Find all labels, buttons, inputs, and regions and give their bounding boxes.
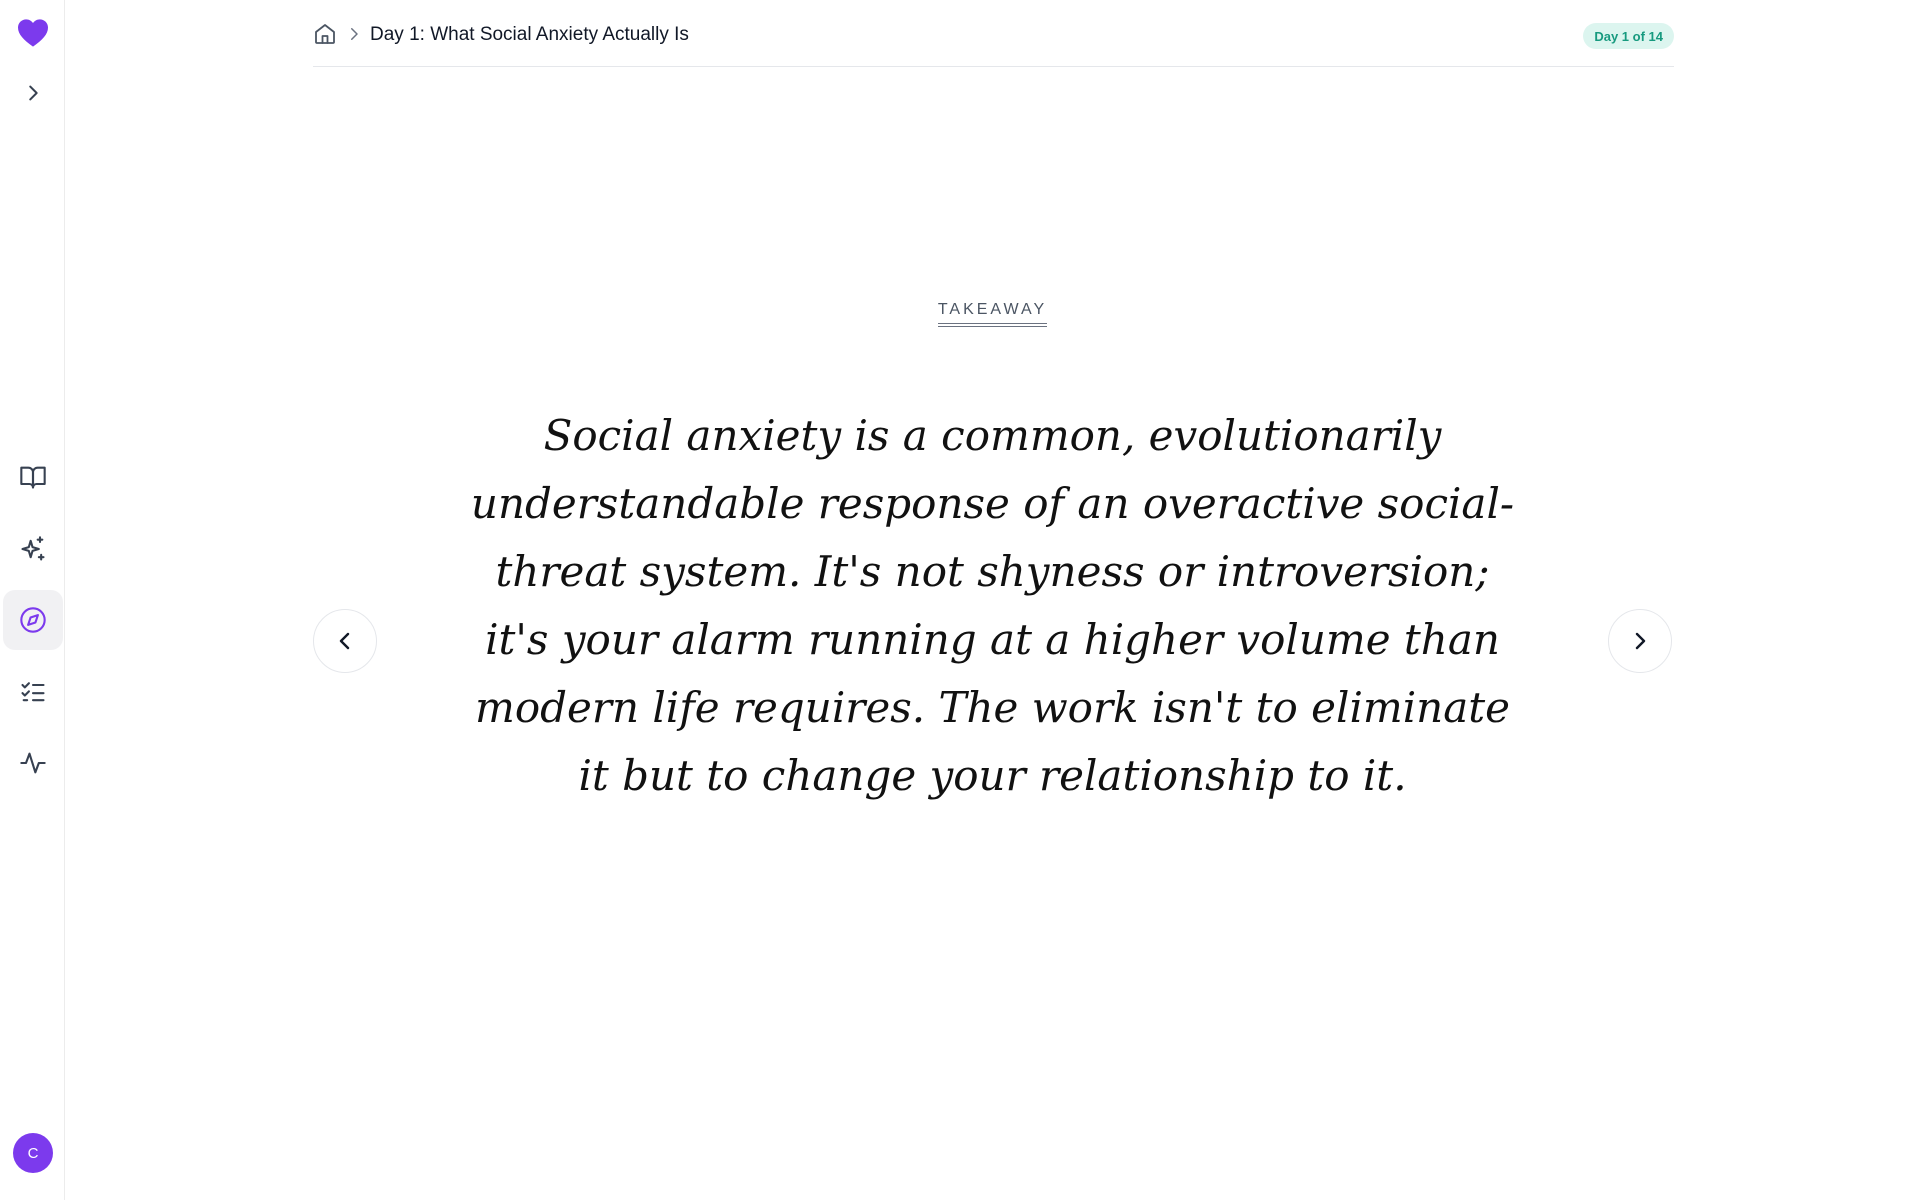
home-icon[interactable]	[313, 22, 337, 46]
next-button[interactable]	[1608, 609, 1672, 673]
takeaway-quote: Social anxiety is a common, evolutionarily understandable response of an overactive social-threat system. It's not shyness or introversion; it's your alarm running at a higher volume than modern life requires. The work isn't to eliminate it but to change your relationship to it.	[470, 411, 1515, 800]
logo-heart-icon[interactable]	[3, 3, 63, 63]
section-label	[0, 301, 1920, 327]
breadcrumb-title: Day 1: What Social Anxiety Actually Is	[370, 24, 689, 45]
sparkles-icon	[19, 535, 47, 563]
nav-lessons-button[interactable]	[3, 447, 63, 507]
nav-ai-button[interactable]	[3, 519, 63, 579]
chevron-right-icon	[22, 82, 44, 104]
section-label-text: TAKEAWAY	[938, 301, 1047, 327]
day-progress-badge: Day 1 of 14	[1583, 23, 1674, 49]
header	[313, 0, 1674, 67]
chevron-right-icon	[345, 25, 363, 43]
chevron-left-icon	[333, 629, 357, 653]
nav-progress-button[interactable]	[3, 733, 63, 793]
compass-icon	[19, 606, 47, 634]
user-avatar[interactable]: C	[13, 1133, 53, 1173]
expand-sidebar-button[interactable]	[3, 63, 63, 123]
nav-explore-button[interactable]	[3, 590, 63, 650]
previous-button[interactable]	[313, 609, 377, 673]
sidebar	[0, 0, 65, 1200]
activity-icon	[19, 749, 47, 777]
nav-tasks-button[interactable]	[3, 662, 63, 722]
chevron-right-icon	[1628, 629, 1652, 653]
book-open-icon	[19, 463, 47, 491]
list-checks-icon	[19, 678, 47, 706]
